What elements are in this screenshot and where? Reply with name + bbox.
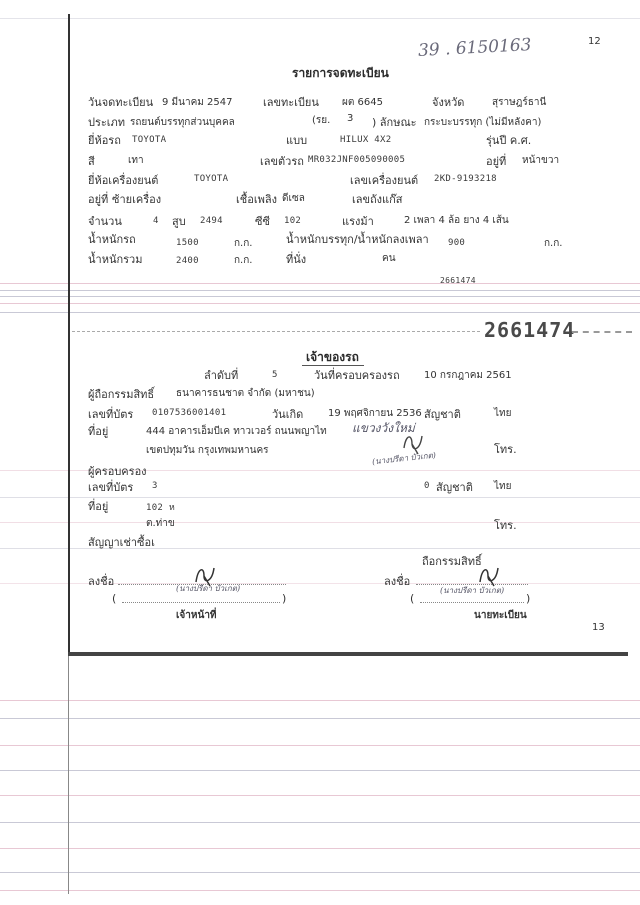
address-line-2: เขตปทุมวัน กรุงเทพมหานคร bbox=[146, 445, 269, 456]
characteristic-value: กระบะบรรทุก (ไม่มีหลังคา) bbox=[424, 117, 542, 128]
handwritten-reference: 39 . 6150163 bbox=[417, 35, 533, 61]
document-left-border bbox=[68, 14, 70, 654]
load-weight-label: น้ำหนักบรรทุก/น้ำหนักลงเพลา bbox=[286, 233, 429, 246]
engine-location-value: ซ้ายเครื่อง bbox=[112, 193, 162, 206]
lease-contract-label: สัญญาเช่าซื้อเ bbox=[88, 536, 155, 549]
color-value: เทา bbox=[128, 155, 144, 166]
chassis-location-label: อยู่ที่ bbox=[486, 155, 507, 168]
birth-value: 19 พฤศจิกายน 2536 bbox=[328, 408, 422, 419]
left-open-paren: ( bbox=[112, 592, 117, 605]
left-role-label: เจ้าหน้าที่ bbox=[176, 610, 217, 621]
paper-rule bbox=[0, 718, 640, 719]
possessor-label: ผู้ครอบครอง bbox=[88, 465, 147, 478]
paper-rule bbox=[0, 296, 640, 297]
right-open-paren: ( bbox=[410, 592, 415, 605]
gross-weight-value: 2400 bbox=[176, 256, 199, 266]
right-role-label: นายทะเบียน bbox=[474, 610, 527, 621]
paper-rule bbox=[0, 848, 640, 849]
id-label: เลขที่บัตร bbox=[88, 408, 134, 421]
right-name-line bbox=[420, 602, 524, 603]
reg-no-label: เลขทะเบียน bbox=[263, 96, 319, 109]
piston-label: สูบ bbox=[172, 215, 186, 228]
paper-rule bbox=[0, 303, 640, 304]
province-label: จังหวัด bbox=[432, 96, 465, 109]
engine-brand-value: TOYOTA bbox=[194, 174, 229, 184]
horsepower-value: 102 bbox=[284, 216, 302, 226]
kg-unit-1: ก.ก. bbox=[234, 238, 253, 249]
nationality-value: ไทย bbox=[494, 408, 512, 419]
count-value: 4 bbox=[153, 216, 159, 226]
engine-brand-label: ยี่ห้อเครื่องยนต์ bbox=[88, 174, 159, 187]
type-label: ประเภท bbox=[88, 116, 126, 129]
left-name-line bbox=[122, 602, 280, 603]
seats-unit: คน bbox=[382, 253, 396, 264]
cc-label: ซีซี bbox=[255, 215, 270, 228]
right-signature-name: (นางปรีดา บัวเกต) bbox=[440, 586, 505, 595]
chassis-location-value: หน้าขวา bbox=[522, 155, 560, 166]
possess-date-label: วันที่ครอบครองรถ bbox=[314, 369, 400, 382]
left-sign-label: ลงชื่อ bbox=[88, 575, 115, 588]
date-value: 9 มีนาคม 2547 bbox=[162, 97, 233, 108]
stamp-dash-line-right bbox=[572, 331, 632, 333]
fuel-value: ดีเซล bbox=[282, 193, 305, 204]
id-value: 0107536001401 bbox=[152, 408, 227, 418]
paper-rule bbox=[0, 283, 640, 284]
gas-tank-label: เลขถังแก๊ส bbox=[352, 193, 403, 206]
brand-label: ยี่ห้อรถ bbox=[88, 134, 121, 147]
possess-date-value: 10 กรกฎาคม 2561 bbox=[424, 370, 512, 381]
address-label: ที่อยู่ bbox=[88, 425, 109, 438]
telephone2-label: โทร. bbox=[494, 519, 517, 532]
paper-rule bbox=[0, 872, 640, 873]
vehicle-weight-label: น้ำหนักรถ bbox=[88, 233, 136, 246]
sub-district: ต.ท่าข bbox=[146, 518, 175, 529]
stamp-dash-line bbox=[72, 331, 480, 332]
ry-value: 3 bbox=[347, 113, 354, 124]
nationality2-label: สัญชาติ bbox=[436, 481, 473, 494]
nationality-label: สัญชาติ bbox=[424, 408, 461, 421]
seats-label: ที่นั่ง bbox=[286, 253, 307, 266]
date-label: วันจดทะเบียน bbox=[88, 96, 154, 109]
kg-unit-2: ก.ก. bbox=[544, 238, 563, 249]
right-close-paren: ) bbox=[526, 592, 531, 605]
vehicle-weight-value: 1500 bbox=[176, 238, 199, 248]
axle-wheel-text: 2 เพลา 4 ล้อ ยาง 4 เส้น bbox=[404, 215, 509, 226]
model-label: แบบ bbox=[286, 134, 308, 147]
signature-name-1: (นางปรีดา บัวเกต) bbox=[371, 450, 437, 467]
right-sign-label: ลงชื่อ bbox=[384, 575, 411, 588]
paper-rule bbox=[0, 745, 640, 746]
page-number-bottom: 13 bbox=[592, 622, 605, 633]
telephone-label: โทร. bbox=[494, 443, 517, 456]
address2-label: ที่อยู่ bbox=[88, 500, 109, 513]
paper-rule bbox=[0, 890, 640, 891]
model-value: HILUX 4X2 bbox=[340, 135, 392, 145]
paper-rule bbox=[0, 822, 640, 823]
stamp-number: 2661474 bbox=[484, 318, 576, 342]
load-weight-value: 900 bbox=[448, 238, 466, 248]
order-label: ลำดับที่ bbox=[204, 369, 239, 382]
id2-value: 3 bbox=[152, 481, 158, 491]
paper-rule bbox=[0, 312, 640, 313]
brand-value: TOYOTA bbox=[132, 135, 167, 145]
paper-rule bbox=[0, 700, 640, 701]
id2-label: เลขที่บัตร bbox=[88, 481, 134, 494]
right-holder-label: ถือกรรมสิทธิ์ bbox=[422, 555, 482, 568]
cc-value: 2494 bbox=[200, 216, 223, 226]
paper-rule bbox=[0, 770, 640, 771]
nationality2-prefix: 0 bbox=[424, 481, 430, 491]
address-line-1: 444 อาคารเอ็มบีเค ทาวเวอร์ ถนนพญาไท bbox=[146, 426, 327, 437]
left-signature-name: (นางปรีดา บัวเกต) bbox=[176, 584, 241, 593]
paper-rule bbox=[0, 18, 640, 19]
chassis-value: MR032JNF005090005 bbox=[308, 155, 406, 165]
gross-weight-label: น้ำหนักรวม bbox=[88, 253, 143, 266]
paper-rule bbox=[0, 522, 640, 523]
holder-label: ผู้ถือกรรมสิทธิ์ bbox=[88, 388, 155, 401]
ry-open: (รย. bbox=[312, 115, 331, 126]
order-value: 5 bbox=[272, 370, 278, 380]
nationality2-value: ไทย bbox=[494, 481, 512, 492]
reg-no-value: ผต 6645 bbox=[342, 97, 383, 108]
chassis-label: เลขตัวรถ bbox=[260, 155, 304, 168]
engine-no-label: เลขเครื่องยนต์ bbox=[350, 174, 419, 187]
document-bottom-border bbox=[68, 652, 628, 656]
paper-rule bbox=[0, 290, 640, 291]
province-value: สุราษฎร์ธานี bbox=[492, 97, 547, 108]
model-year-label: รุ่นปี ค.ศ. bbox=[486, 134, 532, 147]
engine-no-value: 2KD-9193218 bbox=[434, 174, 497, 184]
characteristic-label: ) ลักษณะ bbox=[372, 116, 417, 129]
count-label: จำนวน bbox=[88, 215, 122, 228]
holder-value: ธนาคารธนชาต จำกัด (มหาชน) bbox=[176, 388, 315, 399]
owner-title: เจ้าของรถ bbox=[306, 350, 359, 364]
handwritten-subdistrict: แขวงวังใหม่ bbox=[352, 421, 415, 435]
color-label: สี bbox=[88, 155, 95, 168]
page-number-top: 12 bbox=[588, 36, 601, 47]
fuel-label: เชื้อเพลิง bbox=[236, 193, 277, 206]
kg-unit-3: ก.ก. bbox=[234, 255, 253, 266]
margin-line bbox=[68, 654, 69, 894]
address2-value: 102 ห bbox=[146, 503, 176, 513]
registration-title: รายการจดทะเบียน bbox=[292, 66, 389, 80]
engine-location-label: อยู่ที่ bbox=[88, 193, 109, 206]
document-number-small: 2661474 bbox=[440, 276, 476, 285]
paper-rule bbox=[0, 795, 640, 796]
birth-label: วันเกิด bbox=[272, 408, 304, 421]
left-close-paren: ) bbox=[282, 592, 287, 605]
horsepower-label: แรงม้า bbox=[342, 215, 374, 228]
type-value: รถยนต์บรรทุกส่วนบุคคล bbox=[130, 117, 235, 128]
